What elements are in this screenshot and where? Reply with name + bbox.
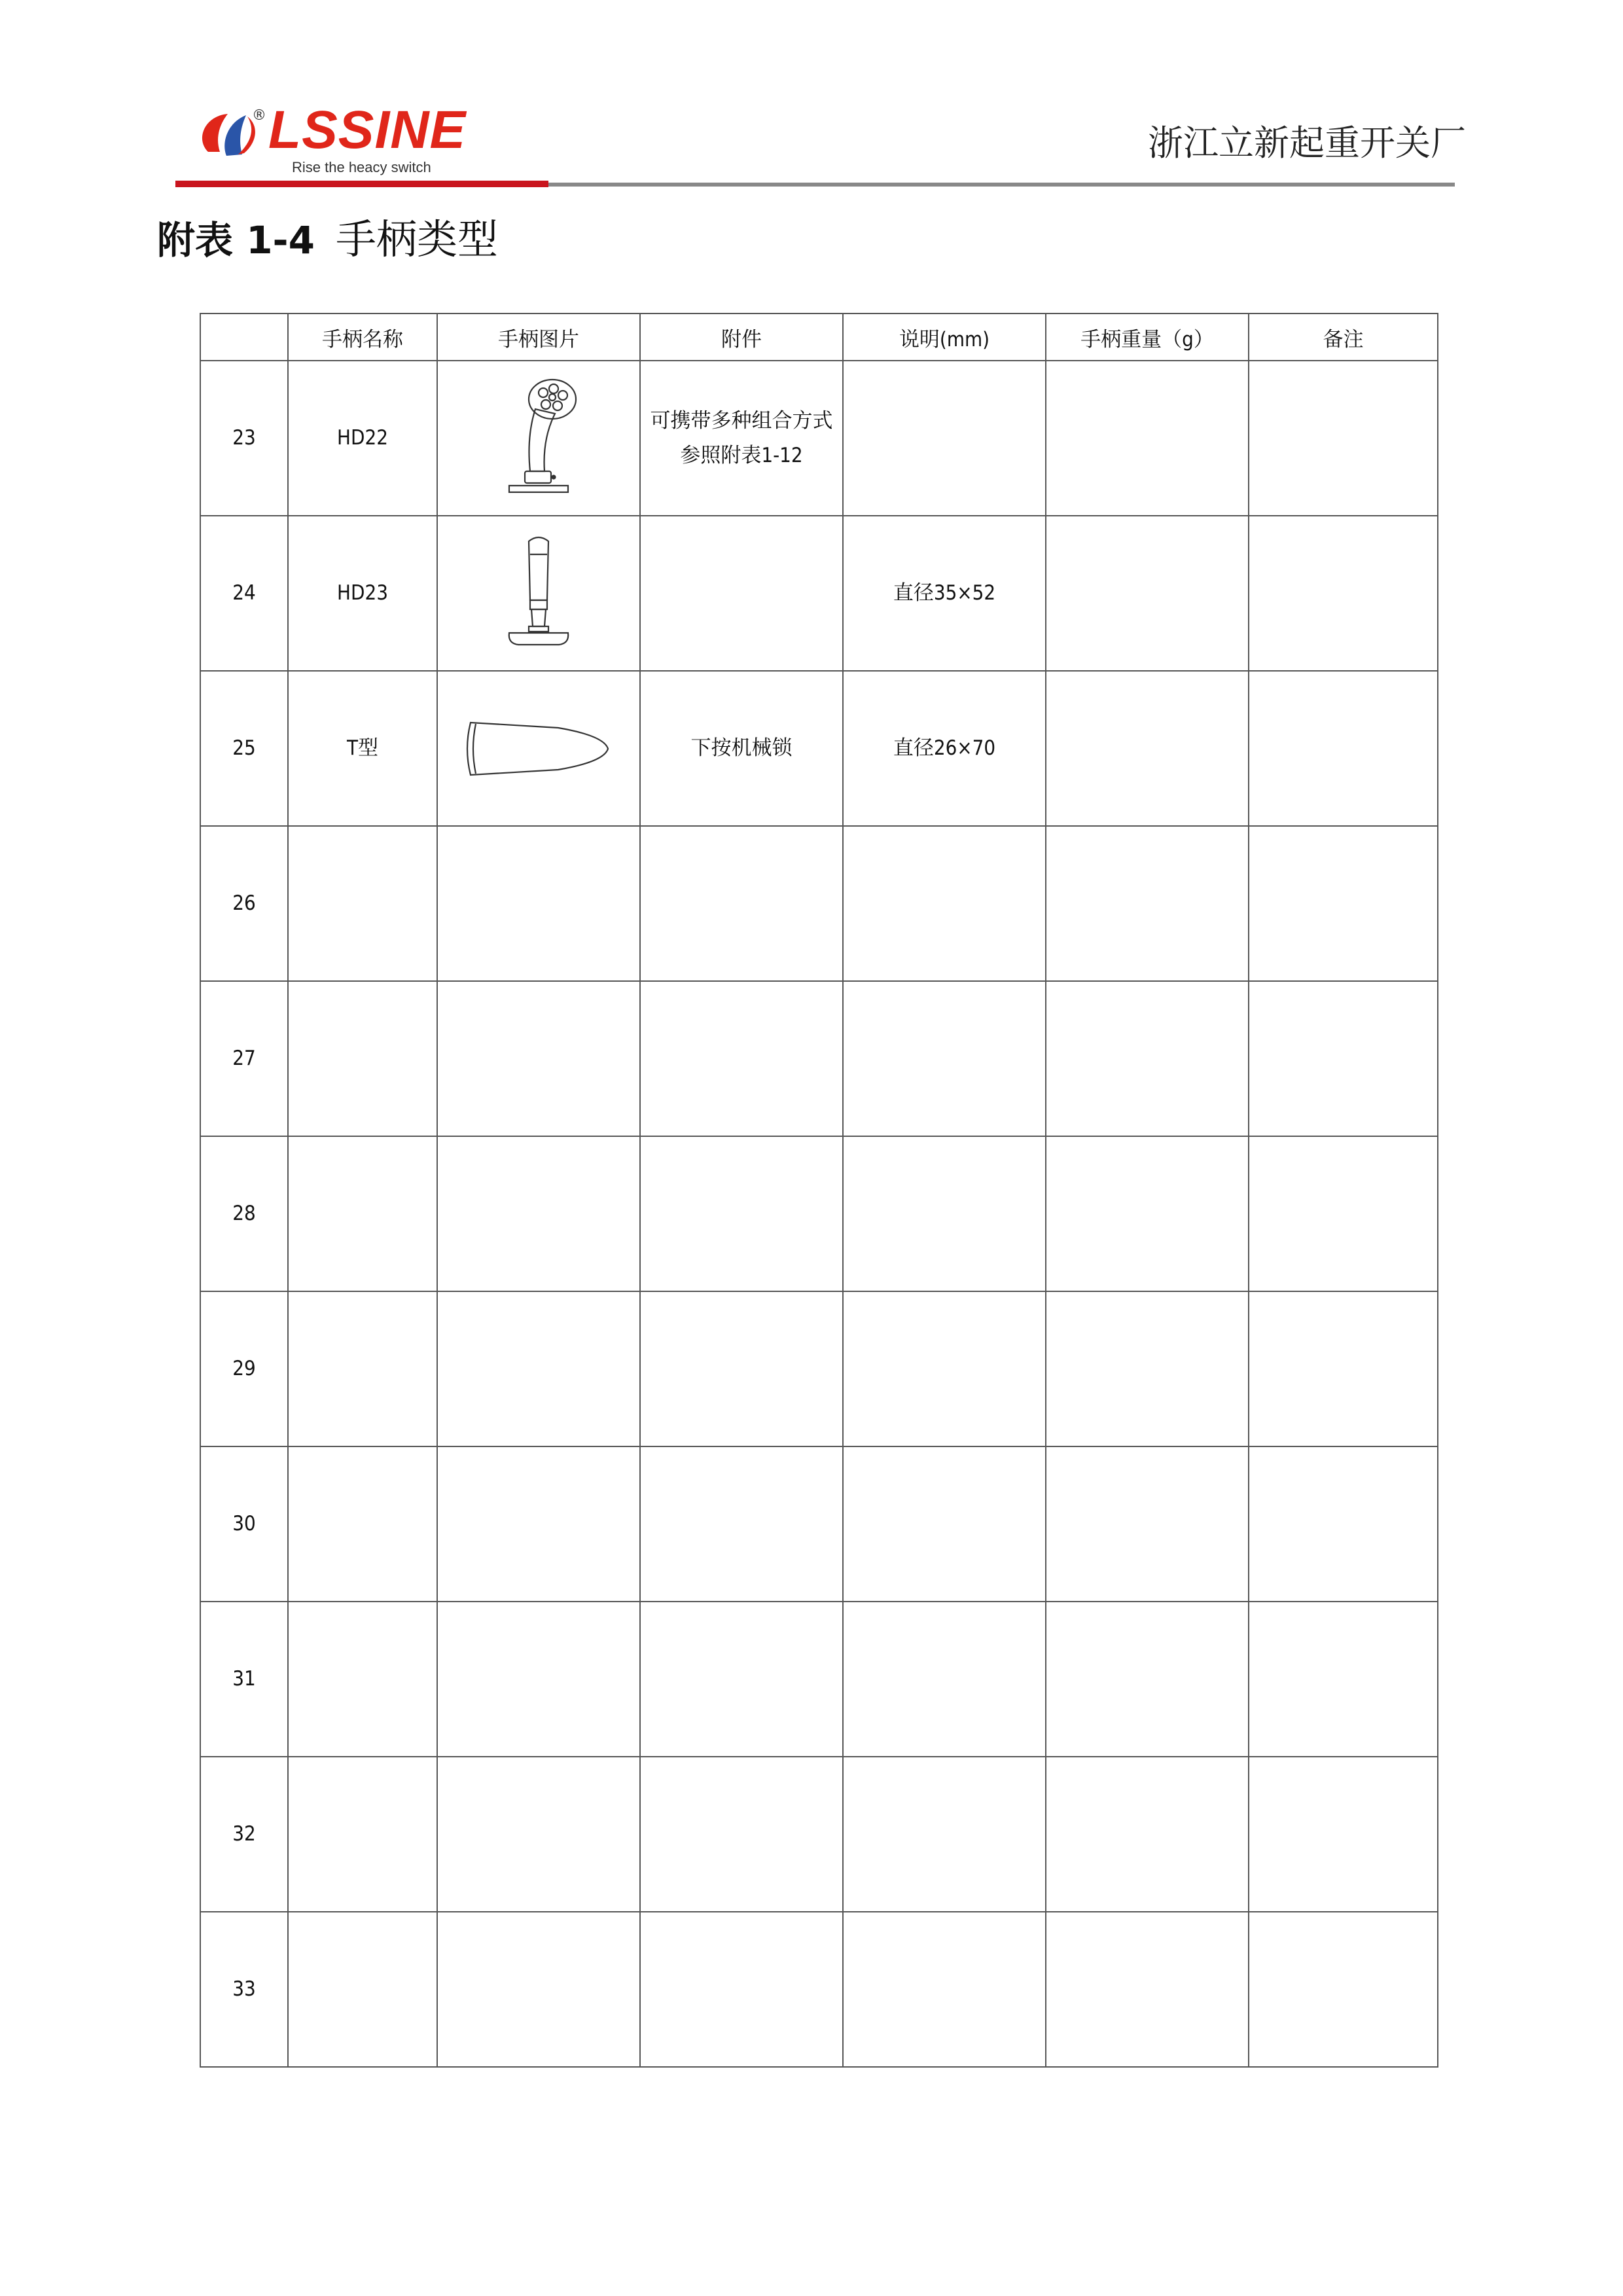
row-number: 27: [200, 981, 288, 1136]
accessory-cell: [640, 1757, 843, 1912]
handle-image-cell: [437, 1446, 640, 1602]
weight-cell: [1046, 1912, 1249, 2067]
accessory-cell: [640, 1136, 843, 1291]
handle-name: [288, 1757, 437, 1912]
remark-cell: [1249, 826, 1438, 981]
handle-image-cell: [437, 826, 640, 981]
handle-image-cell: [437, 516, 640, 671]
accessory-line: 可携带多种组合方式: [650, 408, 833, 433]
desc-cell: [843, 826, 1046, 981]
page-header: [0, 0, 1623, 196]
row-number: 25: [200, 671, 288, 826]
table-row: [200, 671, 1438, 826]
row-number: 29: [200, 1291, 288, 1446]
weight-cell: [1046, 1291, 1249, 1446]
remark-cell: [1249, 1291, 1438, 1446]
remark-cell: [1249, 671, 1438, 826]
accessory-line: 下按机械锁: [690, 736, 793, 761]
handle-image-cell: [437, 981, 640, 1136]
handle-name: [288, 1291, 437, 1446]
handle-image-cell: [437, 1757, 640, 1912]
handle-image-cell: [437, 1136, 640, 1291]
remark-cell: [1249, 1757, 1438, 1912]
table-row: [200, 1446, 1438, 1602]
handle-name: [288, 1446, 437, 1602]
page-title: [157, 215, 498, 263]
handle-name: [288, 1136, 437, 1291]
handle-name: [288, 1602, 437, 1757]
table-header-row: [200, 314, 1438, 361]
weight-cell: [1046, 671, 1249, 826]
table-row: [200, 826, 1438, 981]
col-header-name: 手柄名称: [288, 314, 437, 361]
table-row: [200, 1602, 1438, 1757]
table-row: [200, 1757, 1438, 1912]
handle-image-cell: [437, 361, 640, 516]
row-number: 30: [200, 1446, 288, 1602]
remark-cell: [1249, 361, 1438, 516]
desc-cell: [843, 1757, 1046, 1912]
desc-cell: [843, 1912, 1046, 2067]
handle-name: [288, 981, 437, 1136]
accessory-cell: [640, 1912, 843, 2067]
handle-name: [288, 1912, 437, 2067]
row-number: 31: [200, 1602, 288, 1757]
handle-type-table: [200, 313, 1438, 2068]
weight-cell: [1046, 516, 1249, 671]
remark-cell: [1249, 1446, 1438, 1602]
brand-logo-text: LSSINE: [268, 100, 467, 160]
remark-cell: [1249, 516, 1438, 671]
hd23-straight-handle-icon: [490, 528, 588, 659]
weight-cell: [1046, 1602, 1249, 1757]
header-rule-red: [175, 181, 548, 187]
row-number: 28: [200, 1136, 288, 1291]
weight-cell: [1046, 361, 1249, 516]
table-row: [200, 1912, 1438, 2067]
table-row: [200, 1291, 1438, 1446]
handle-name: T型: [288, 671, 437, 826]
desc-cell: 直径26×70: [843, 671, 1046, 826]
desc-cell: [843, 1446, 1046, 1602]
row-number: 32: [200, 1757, 288, 1912]
col-header-weight: 手柄重量（g）: [1046, 314, 1249, 361]
weight-cell: [1046, 981, 1249, 1136]
table-row: [200, 516, 1438, 671]
weight-cell: [1046, 826, 1249, 981]
accessory-cell: [640, 1291, 843, 1446]
accessory-cell: [640, 361, 843, 516]
hd22-joystick-handle-icon: [490, 373, 588, 504]
handle-name: [288, 826, 437, 981]
handle-image-cell: [437, 1912, 640, 2067]
row-number: 26: [200, 826, 288, 981]
desc-cell: [843, 1602, 1046, 1757]
accessory-cell: [640, 1602, 843, 1757]
brand-tagline: Rise the heacy switch: [292, 159, 431, 175]
col-header-image: 手柄图片: [437, 314, 640, 361]
handle-name: HD23: [288, 516, 437, 671]
title-number: 附表 1-4: [157, 218, 315, 262]
accessory-cell: [640, 826, 843, 981]
col-header-remark: 备注: [1249, 314, 1438, 361]
remark-cell: [1249, 981, 1438, 1136]
handle-image-cell: [437, 1602, 640, 1757]
accessory-cell: [640, 671, 843, 826]
weight-cell: [1046, 1757, 1249, 1912]
handle-image-cell: [437, 1291, 640, 1446]
desc-cell: [843, 981, 1046, 1136]
company-name: 浙江立新起重开关厂: [1148, 122, 1466, 164]
row-number: 23: [200, 361, 288, 516]
col-header-no: [200, 314, 288, 361]
desc-cell: [843, 1136, 1046, 1291]
table-row: [200, 1136, 1438, 1291]
remark-cell: [1249, 1912, 1438, 2067]
handle-image-cell: [437, 671, 640, 826]
title-name: 手柄类型: [335, 215, 498, 263]
desc-cell: [843, 361, 1046, 516]
accessory-line: 参照附表1-12: [680, 443, 803, 467]
accessory-cell: [640, 516, 843, 671]
row-number: 33: [200, 1912, 288, 2067]
handle-name: HD22: [288, 361, 437, 516]
table-row: [200, 361, 1438, 516]
accessory-cell: [640, 1446, 843, 1602]
row-number: 24: [200, 516, 288, 671]
weight-cell: [1046, 1136, 1249, 1291]
desc-cell: [843, 1291, 1046, 1446]
registered-mark: ®: [252, 107, 266, 124]
accessory-cell: [640, 981, 843, 1136]
weight-cell: [1046, 1446, 1249, 1602]
col-header-desc: 说明(mm): [843, 314, 1046, 361]
remark-cell: [1249, 1602, 1438, 1757]
remark-cell: [1249, 1136, 1438, 1291]
col-header-accessory: 附件: [640, 314, 843, 361]
t-type-knob-icon: [460, 709, 617, 788]
table-row: [200, 981, 1438, 1136]
desc-cell: 直径35×52: [843, 516, 1046, 671]
